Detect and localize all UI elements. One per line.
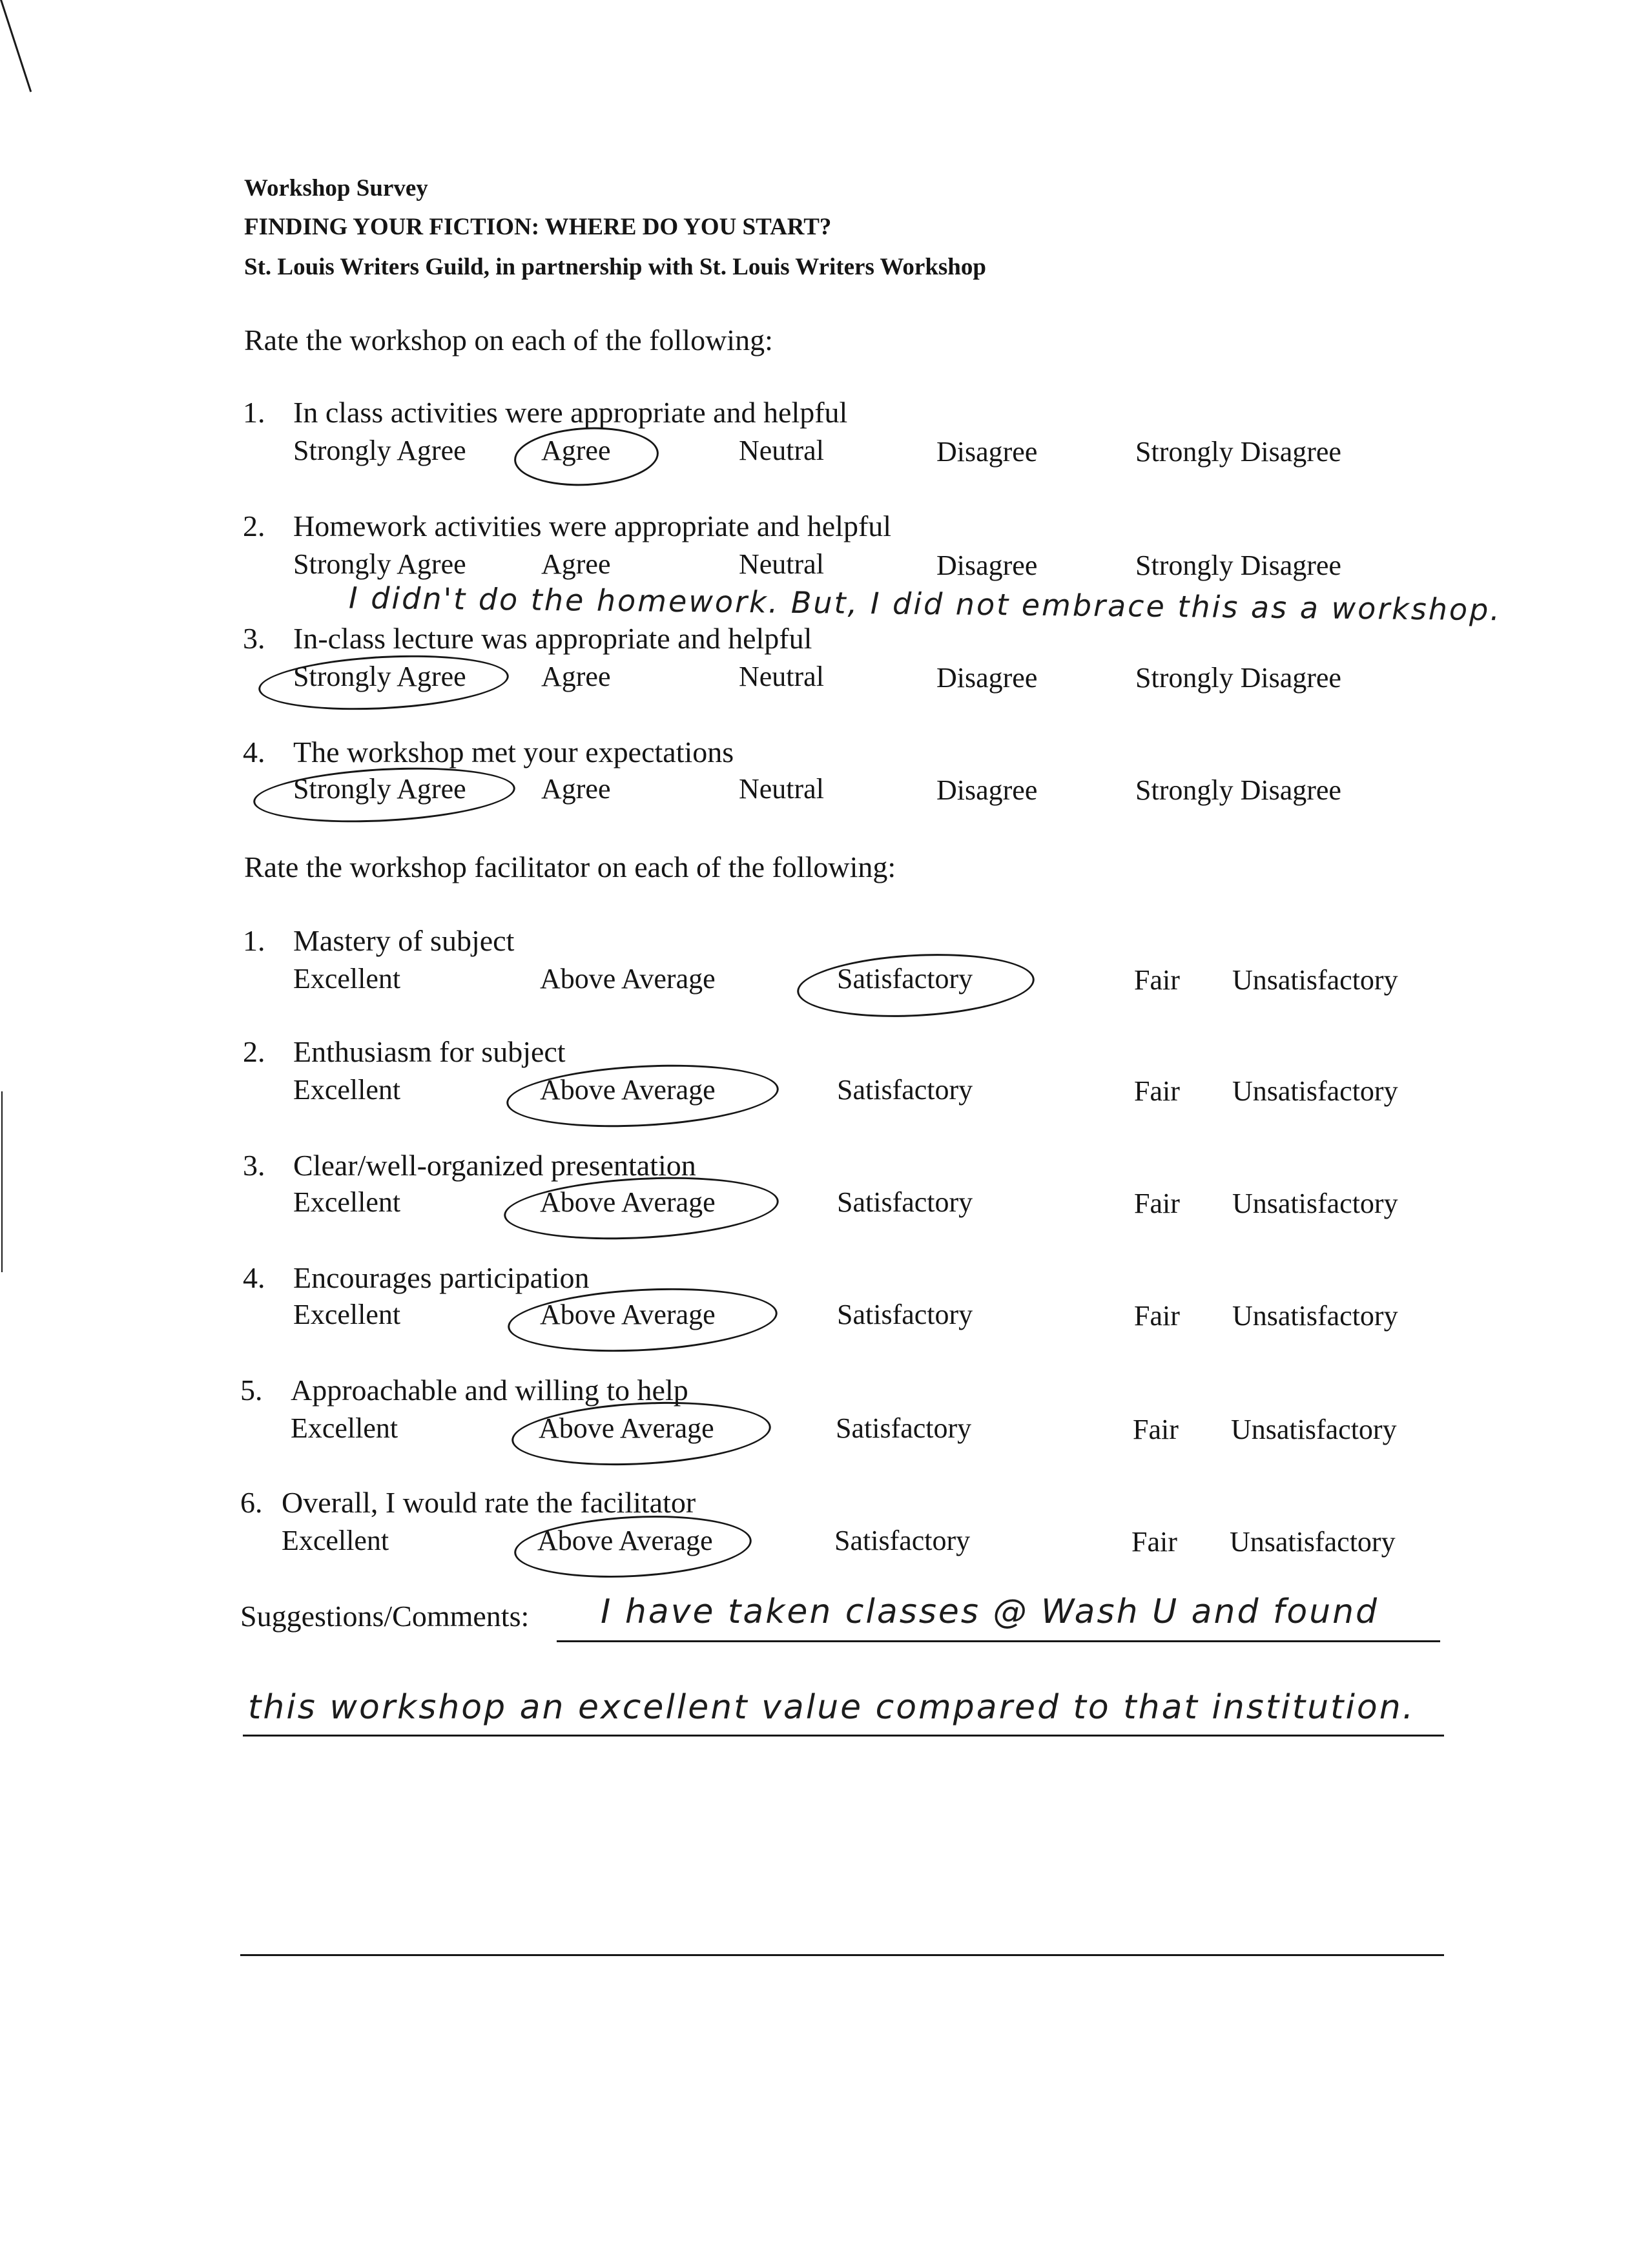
workshop-q4-text: The workshop met your expectations	[293, 736, 734, 768]
comments-underline-1	[557, 1640, 1440, 1642]
facilitator-q5-number: 5.	[240, 1374, 263, 1407]
facilitator-q6-fair[interactable]: Fair	[1131, 1526, 1177, 1558]
facilitator-q3-satisfactory[interactable]: Satisfactory	[837, 1186, 973, 1218]
facilitator-q6-number: 6.	[240, 1486, 263, 1519]
workshop-q2-disagree[interactable]: Disagree	[936, 550, 1038, 581]
workshop-q3-strongly-disagree[interactable]: Strongly Disagree	[1135, 662, 1341, 694]
workshop-q2-strongly-disagree[interactable]: Strongly Disagree	[1135, 550, 1341, 581]
workshop-q4-number: 4.	[243, 736, 265, 768]
facilitator-q5-unsatisfactory[interactable]: Unsatisfactory	[1231, 1414, 1397, 1445]
workshop-q3-strongly-agree[interactable]: Strongly Agree	[293, 661, 466, 692]
facilitator-q4-fair[interactable]: Fair	[1134, 1300, 1180, 1332]
workshop-q1-text: In class activities were appropriate and helpful	[293, 396, 848, 429]
comments-underline-3	[240, 1954, 1444, 1956]
facilitator-q1-text: Mastery of subject	[293, 924, 515, 957]
facilitator-q5-selection-circle	[510, 1396, 772, 1472]
facilitator-prompt: Rate the workshop facilitator on each of the following:	[244, 850, 896, 883]
facilitator-q1-above-average[interactable]: Above Average	[540, 963, 716, 995]
facilitator-q2-unsatisfactory[interactable]: Unsatisfactory	[1232, 1075, 1398, 1107]
workshop-q2-handwritten-note: I didn't do the homework. But, I did not embrace this as a workshop.	[348, 580, 1502, 628]
workshop-q3-neutral[interactable]: Neutral	[739, 661, 824, 692]
workshop-q1-disagree[interactable]: Disagree	[936, 436, 1038, 468]
facilitator-q2-selection-circle	[505, 1058, 780, 1133]
workshop-q1-selection-circle	[513, 424, 660, 490]
workshop-q2-agree[interactable]: Agree	[541, 548, 611, 580]
comments-label: Suggestions/Comments:	[240, 1600, 530, 1633]
scan-edge-top-left	[0, 0, 32, 92]
facilitator-q1-fair[interactable]: Fair	[1134, 964, 1180, 996]
facilitator-q4-text: Encourages participation	[293, 1261, 590, 1294]
workshop-q2-number: 2.	[243, 510, 265, 542]
facilitator-q6-selection-circle	[513, 1510, 753, 1583]
facilitator-q5-excellent[interactable]: Excellent	[291, 1412, 398, 1444]
workshop-title: FINDING YOUR FICTION: WHERE DO YOU START?	[244, 214, 832, 240]
workshop-q3-disagree[interactable]: Disagree	[936, 662, 1038, 694]
facilitator-q2-above-average[interactable]: Above Average	[540, 1074, 716, 1106]
workshop-q1-agree[interactable]: Agree	[541, 435, 611, 466]
facilitator-q2-satisfactory[interactable]: Satisfactory	[837, 1074, 973, 1106]
facilitator-q1-satisfactory[interactable]: Satisfactory	[837, 963, 973, 995]
workshop-q2-text: Homework activities were appropriate and helpful	[293, 510, 892, 542]
facilitator-q4-unsatisfactory[interactable]: Unsatisfactory	[1232, 1300, 1398, 1332]
facilitator-q3-above-average[interactable]: Above Average	[540, 1186, 716, 1218]
workshop-q4-selection-circle	[252, 761, 517, 828]
facilitator-q3-text: Clear/well-organized presentation	[293, 1149, 696, 1182]
facilitator-q2-fair[interactable]: Fair	[1134, 1075, 1180, 1107]
workshop-q4-disagree[interactable]: Disagree	[936, 774, 1038, 806]
facilitator-q2-text: Enthusiasm for subject	[293, 1035, 566, 1068]
facilitator-q4-satisfactory[interactable]: Satisfactory	[837, 1299, 973, 1330]
comments-line2-handwriting[interactable]: this workshop an excellent value compared to that institution.	[248, 1688, 1416, 1727]
facilitator-q6-above-average[interactable]: Above Average	[537, 1525, 713, 1556]
facilitator-q1-selection-circle	[796, 948, 1037, 1022]
facilitator-q5-satisfactory[interactable]: Satisfactory	[836, 1412, 972, 1444]
facilitator-q1-excellent[interactable]: Excellent	[293, 963, 401, 995]
facilitator-q1-unsatisfactory[interactable]: Unsatisfactory	[1232, 964, 1398, 996]
facilitator-q5-text: Approachable and willing to help	[291, 1374, 688, 1407]
workshop-q3-agree[interactable]: Agree	[541, 661, 611, 692]
facilitator-q5-fair[interactable]: Fair	[1133, 1414, 1179, 1445]
facilitator-q6-excellent[interactable]: Excellent	[282, 1525, 389, 1556]
facilitator-q6-satisfactory[interactable]: Satisfactory	[834, 1525, 971, 1556]
workshop-q1-strongly-disagree[interactable]: Strongly Disagree	[1135, 436, 1341, 468]
workshop-q4-neutral[interactable]: Neutral	[739, 773, 824, 805]
workshop-prompt: Rate the workshop on each of the following:	[244, 324, 773, 356]
facilitator-q1-number: 1.	[243, 924, 265, 957]
facilitator-q3-number: 3.	[243, 1149, 265, 1182]
workshop-q1-number: 1.	[243, 396, 265, 429]
workshop-q3-text: In-class lecture was appropriate and helpful	[293, 622, 812, 655]
comments-line1-handwriting[interactable]: I have taken classes @ Wash U and found	[601, 1593, 1379, 1631]
workshop-q2-strongly-agree[interactable]: Strongly Agree	[293, 548, 466, 580]
facilitator-q5-above-average[interactable]: Above Average	[539, 1412, 714, 1444]
facilitator-q4-number: 4.	[243, 1261, 265, 1294]
workshop-q4-strongly-disagree[interactable]: Strongly Disagree	[1135, 774, 1341, 806]
scan-edge-left	[1, 1091, 3, 1272]
facilitator-q4-above-average[interactable]: Above Average	[540, 1299, 716, 1330]
facilitator-q6-text: Overall, I would rate the facilitator	[282, 1486, 696, 1519]
facilitator-q3-unsatisfactory[interactable]: Unsatisfactory	[1232, 1188, 1398, 1219]
workshop-q4-agree[interactable]: Agree	[541, 773, 611, 805]
facilitator-q6-unsatisfactory[interactable]: Unsatisfactory	[1230, 1526, 1396, 1558]
workshop-q3-number: 3.	[243, 622, 265, 655]
workshop-q1-neutral[interactable]: Neutral	[739, 435, 824, 466]
workshop-q2-neutral[interactable]: Neutral	[739, 548, 824, 580]
workshop-q4-strongly-agree[interactable]: Strongly Agree	[293, 773, 466, 805]
form-name: Workshop Survey	[244, 175, 428, 201]
facilitator-q3-fair[interactable]: Fair	[1134, 1188, 1180, 1219]
facilitator-q3-excellent[interactable]: Excellent	[293, 1186, 401, 1218]
facilitator-q2-number: 2.	[243, 1035, 265, 1068]
facilitator-q2-excellent[interactable]: Excellent	[293, 1074, 401, 1106]
organization-line: St. Louis Writers Guild, in partnership with St. Louis Writers Workshop	[244, 254, 986, 280]
facilitator-q4-excellent[interactable]: Excellent	[293, 1299, 401, 1330]
comments-underline-2	[243, 1735, 1444, 1737]
workshop-q1-strongly-agree[interactable]: Strongly Agree	[293, 435, 466, 466]
